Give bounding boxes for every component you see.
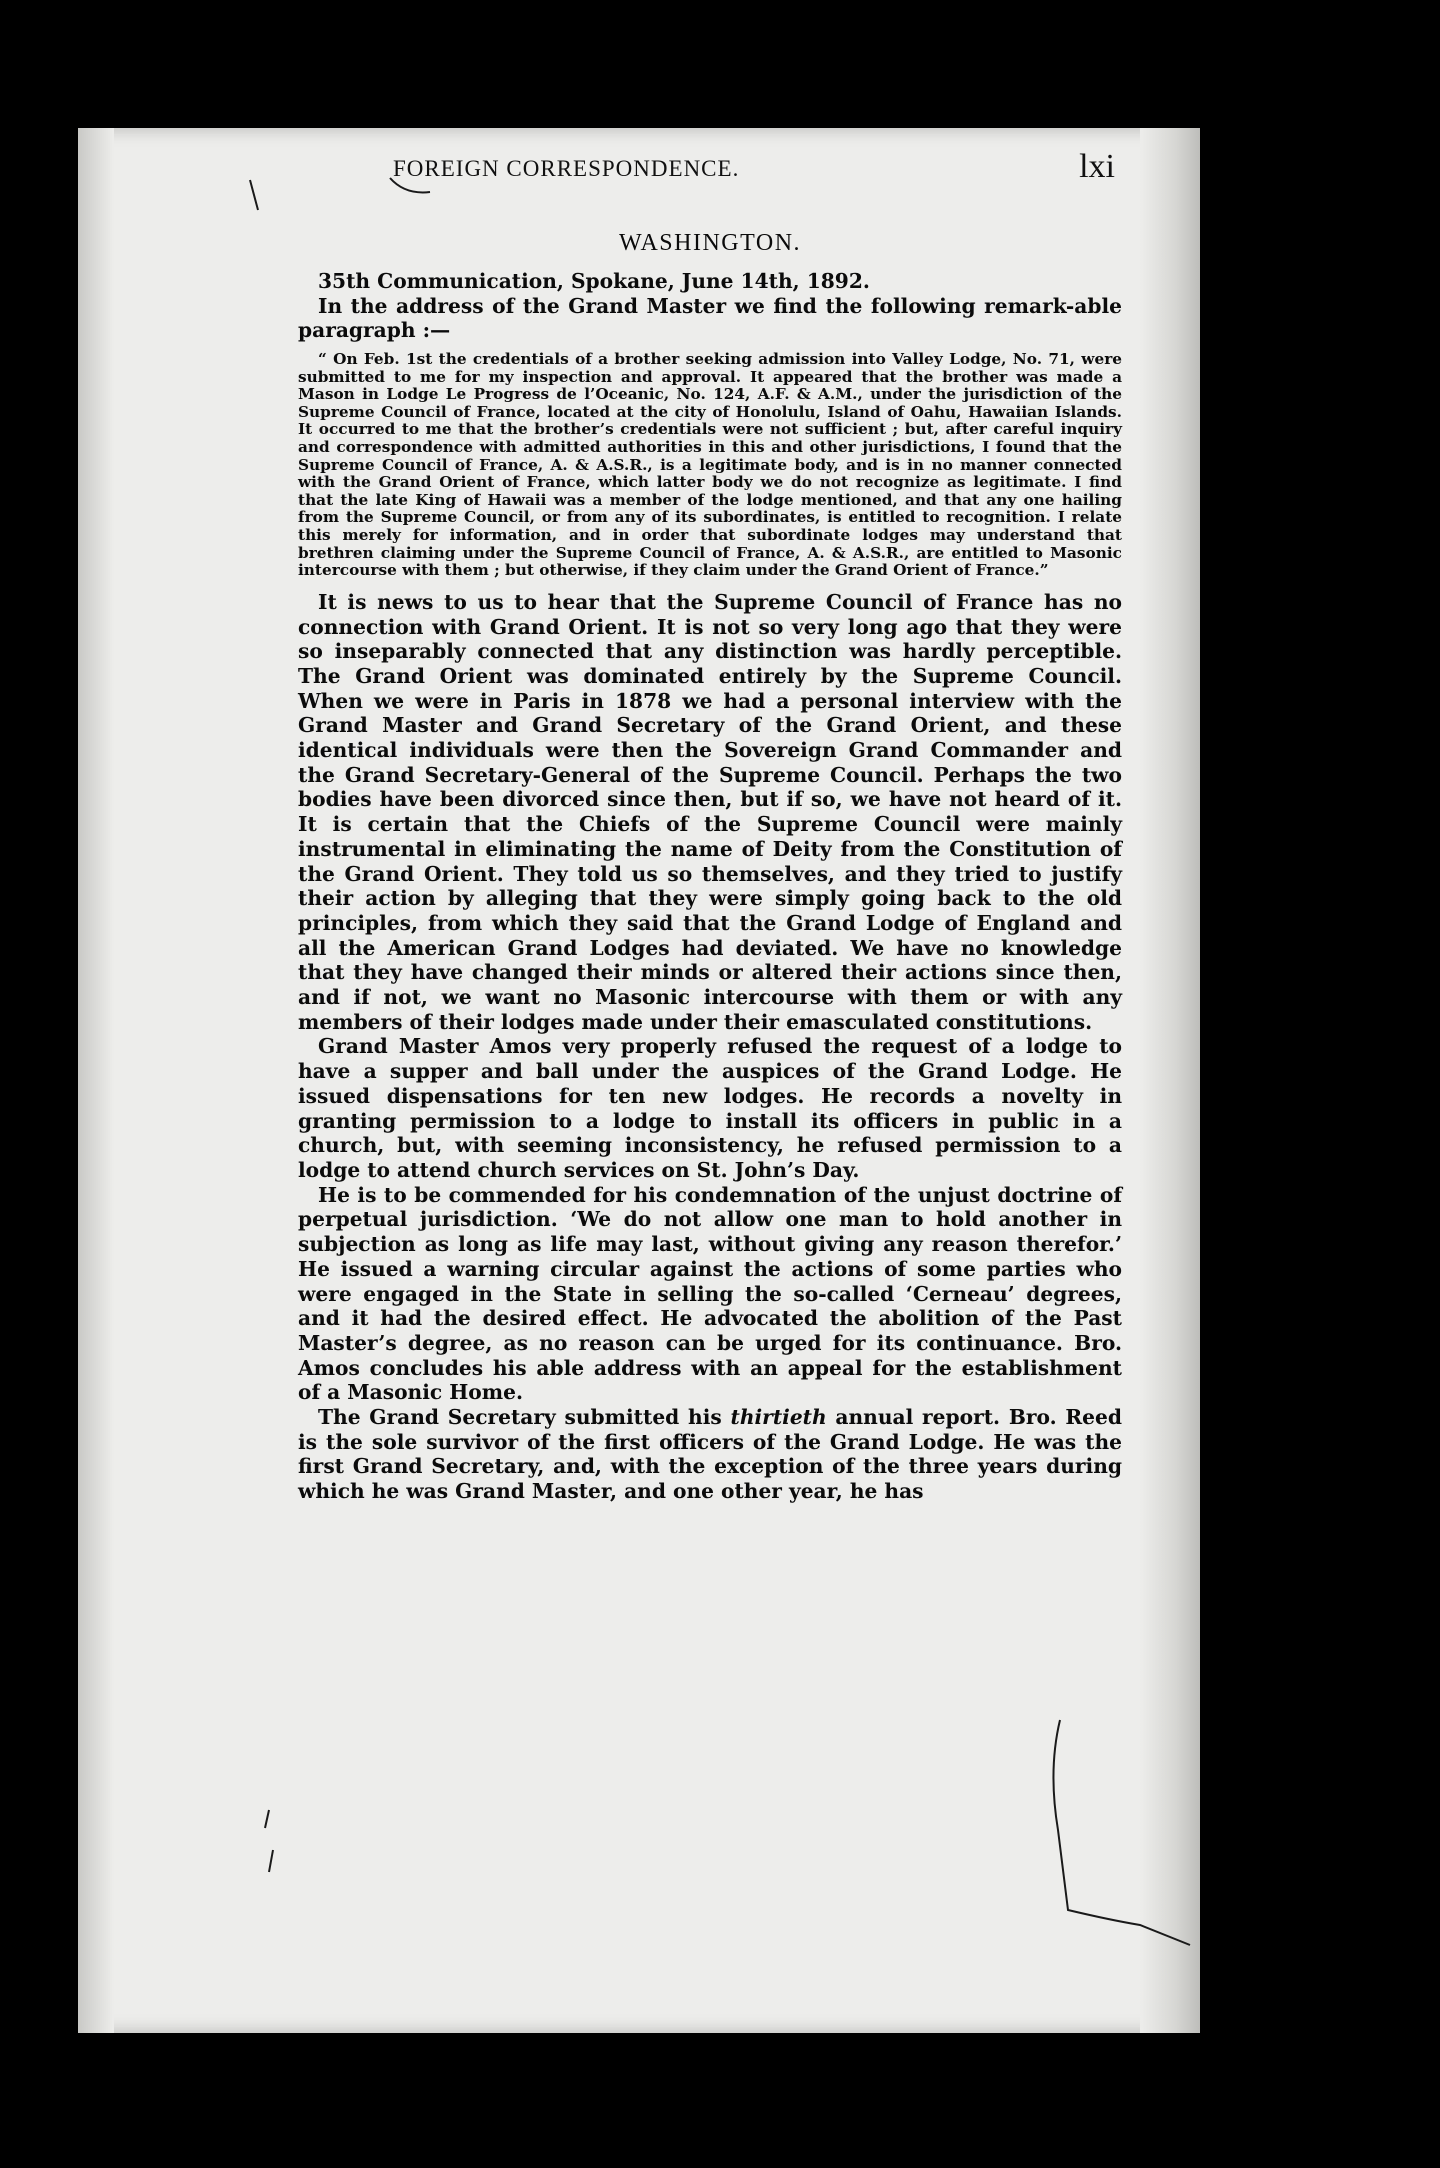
body-paragraph: It is news to us to hear that the Supreme Council of France has no connection with Grand Orient. It is not so very long ago that they were so inseparably connected that any distinction was hardly perceptible. The Grand Orient was dominated entirely by the Supreme Council. When we were in Paris in 1878 we had a personal interview with the Grand Master and Grand Secretary of the Grand Orient, and these identical individuals were then the Sovereign Grand Commander and the Grand Secretary-General of the Supreme Council. Perhaps the two bodies have been divorced since then, but if so, we have not heard of it. It is certain that the Chiefs of the Supreme Council were mainly instrumental in eliminating the name of Deity from the Constitution of the Grand Orient. They told us so themselves, and they tried to justify their action by alleging that they were simply going back to the old principles, from which they said that the Grand Lodge of England and all the American Grand Lodges had deviated. We have no knowledge that they have changed their minds or altered their actions since then, and if not, we want no Masonic intercourse with them or with any members of their lodges made under their emasculated constitutions.: [298, 589, 1122, 1034]
intro-paragraph: In the address of the Grand Master we find the following remark-able paragraph :—: [298, 293, 1122, 343]
page-body: [298, 230, 1122, 1504]
quoted-paragraph: “ On Feb. 1st the credentials of a brother seeking admission into Valley Lodge, No. 71, were submitted to me for my inspection and approval. It appeared that the brother was made a Mason in Lodge Le Progress de l’Oceanic, No. 124, A.F. & A.M., under the jurisdiction of the Supreme Council of France, located at the city of Honolulu, Island of Oahu, Hawaiian Islands. It occurred to me that the brother’s credentials were not sufficient ; but, after careful inquiry and correspondence with admitted authorities in this and other jurisdictions, I found that the Supreme Council of France, A. & A.S.R., is a legitimate body, and is in no manner connected with the Grand Orient of France, which latter body we do not recognize as legitimate. I find that the late King of Hawaii was a member of the lodge mentioned, and that any one hailing from the Supreme Council, or from any of its subordinates, is entitled to recognition. I relate this merely for information, and in order that subordinate lodges may understand that brethren claiming under the Supreme Council of France, A. & A.S.R., are entitled to Masonic intercourse with them ; but otherwise, if they claim under the Grand Orient of France.”: [298, 350, 1122, 580]
pencil-mark-top: [240, 170, 460, 230]
running-head: FOREIGN CORRESPONDENCE.: [393, 156, 740, 181]
pencil-mark-left: [255, 1800, 295, 1880]
page-header: [393, 150, 1133, 190]
body-paragraph: Grand Master Amos very properly refused the request of a lodge to have a supper and ball under the auspices of the Grand Lodge. He issued dispensations for ten new lodges. He records a novelty in granting permission to a lodge to install its officers in public in a church, but, with seeming inconsistency, he refused permission to a lodge to attend church services on St. John’s Day.: [298, 1034, 1122, 1182]
section-title: WASHINGTON.: [618, 230, 802, 256]
last-paragraph: [298, 1405, 1122, 1504]
italic-word: thirtieth: [730, 1405, 827, 1430]
body-paragraph: He is to be commended for his condemnation of the unjust doctrine of perpetual jurisdiction. ‘We do not allow one man to hold another in subjection as long as life may last, without giving any reason therefor.’ He issued a warning circular against the actions of some parties who were engaged in the State in selling the so-called ‘Cerneau’ degrees, and it had the desired effect. He advocated the abolition of the Past Master’s degree, as no reason can be urged for its continuance. Bro. Amos concludes his able address with an appeal for the establishment of a Masonic Home.: [298, 1182, 1122, 1405]
last-paragraph-end: annual report. Bro. Reed is the sole survivor of the first officers of the Grand Lodge. He was the first Grand Secretary, and, with the exception of the three years during which he was Grand Master, and one other year, he has: [298, 1405, 1122, 1504]
page-edge-shadow: [78, 128, 114, 2033]
communication-line: 35th Communication, Spokane, June 14th, 1892.: [318, 269, 870, 293]
last-paragraph-start: The Grand Secretary submitted his: [318, 1405, 731, 1430]
pencil-bracket-bottom: [1040, 1710, 1200, 1950]
page-number: lxi: [1079, 148, 1115, 185]
